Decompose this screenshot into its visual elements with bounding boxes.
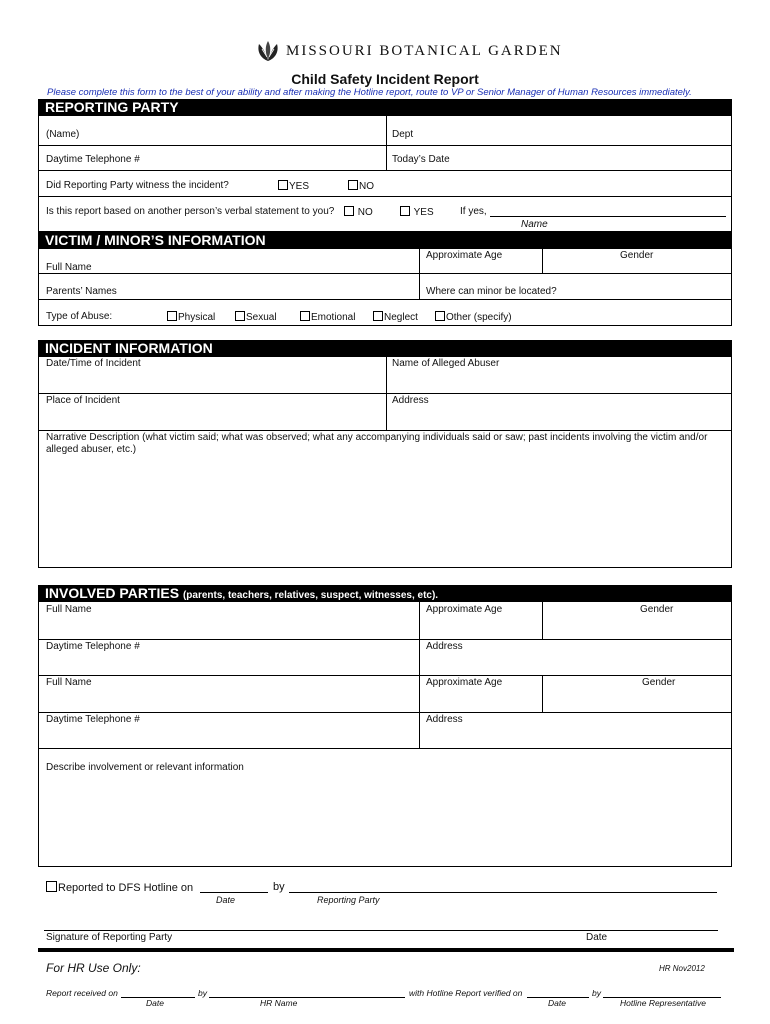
describe-involvement: Describe involvement or relevant information	[46, 762, 244, 773]
abuse-sexual[interactable]: Sexual	[235, 311, 277, 323]
hr-divider	[38, 948, 734, 952]
witness-no-checkbox[interactable]	[348, 180, 358, 190]
hr-name-line[interactable]	[209, 997, 405, 998]
involved-age-2: Approximate Age	[426, 677, 503, 688]
type-of-abuse: Type of Abuse:	[46, 311, 113, 322]
place-of-incident: Place of Incident	[46, 395, 120, 406]
incident-address: Address	[392, 395, 429, 406]
hr-form-code: HR Nov2012	[659, 964, 705, 973]
hr-by2-label: by	[592, 988, 601, 998]
report-received-label: Report received on	[46, 988, 118, 998]
involved-address-1: Address	[426, 641, 463, 652]
page-title: Child Safety Incident Report	[291, 71, 479, 87]
org-name: MISSOURI BOTANICAL GARDEN	[286, 43, 563, 59]
instructions: Please complete this form to the best of your ability and after making the Hotline report, route to VP or Senior Manager of Human Resources immediately.	[47, 87, 692, 98]
name-caption: Name	[521, 219, 548, 230]
involved-phone-2: Daytime Telephone #	[46, 714, 140, 725]
abuse-neglect-checkbox[interactable]	[373, 311, 383, 321]
hotline-reporting-party-caption: Reporting Party	[317, 895, 380, 905]
logo	[256, 40, 563, 64]
abuse-physical[interactable]: Physical	[167, 311, 215, 323]
phone-label: Daytime Telephone #	[46, 154, 140, 165]
hotline-by: by	[273, 881, 285, 893]
verbal-yes-checkbox[interactable]	[400, 206, 410, 216]
signature-line[interactable]	[44, 930, 718, 931]
hr-date2-caption: Date	[548, 998, 566, 1008]
signature-date-label: Date	[586, 932, 608, 943]
victim-approx-age: Approximate Age	[426, 250, 503, 261]
date-time-incident: Date/Time of Incident	[46, 358, 141, 369]
victim-full-name: Full Name	[46, 262, 92, 273]
victim-header: VICTIM / MINOR’S INFORMATION	[38, 232, 732, 249]
hr-date-caption: Date	[146, 998, 164, 1008]
verbal-no-checkbox[interactable]	[344, 206, 354, 216]
abuse-other-checkbox[interactable]	[435, 311, 445, 321]
involved-full-name-2: Full Name	[46, 677, 92, 688]
abuse-emotional-checkbox[interactable]	[300, 311, 310, 321]
verified-label: with Hotline Report verified on	[409, 988, 523, 998]
involved-gender-2: Gender	[642, 677, 676, 688]
involved-address-2: Address	[426, 714, 463, 725]
narrative-label: Narrative Description (what victim said; what was observed; what any accompanying individuals said or saw; past incidents involving the victim and/or alleged abuser, etc.)	[46, 432, 708, 455]
verbal-question: Is this report based on another person’s verbal statement to you?	[46, 206, 335, 217]
hotline-reporting-party-line[interactable]	[289, 892, 717, 893]
abuse-emotional[interactable]: Emotional	[300, 311, 355, 323]
involved-age-1: Approximate Age	[426, 604, 503, 615]
if-yes-name-line[interactable]	[490, 216, 726, 217]
leaf-logo-icon	[256, 40, 280, 62]
hotline-date-caption: Date	[216, 895, 236, 905]
abuse-neglect[interactable]: Neglect	[373, 311, 418, 323]
name-label: (Name)	[46, 129, 80, 140]
witness-question: Did Reporting Party witness the incident?	[46, 180, 229, 191]
todays-date-label: Today’s Date	[392, 154, 450, 165]
hr-name-caption: HR Name	[260, 998, 298, 1008]
where-located: Where can minor be located?	[426, 286, 557, 297]
hr-by-label: by	[198, 988, 207, 998]
hotline-rep-caption: Hotline Representative	[620, 998, 706, 1008]
witness-no[interactable]: NO	[348, 180, 374, 192]
involved-gender-1: Gender	[640, 604, 674, 615]
if-yes-label: If yes,	[460, 206, 487, 217]
witness-yes[interactable]: YES	[278, 180, 309, 192]
for-hr-label: For HR Use Only:	[46, 961, 141, 975]
parents-names: Parents’ Names	[46, 286, 117, 297]
involved-full-name-1: Full Name	[46, 604, 92, 615]
involved-phone-1: Daytime Telephone #	[46, 641, 140, 652]
alleged-abuser: Name of Alleged Abuser	[392, 358, 500, 369]
incident-header: INCIDENT INFORMATION	[38, 340, 732, 357]
abuse-sexual-checkbox[interactable]	[235, 311, 245, 321]
reported-hotline[interactable]: Reported to DFS Hotline on	[46, 881, 193, 894]
hotline-date-line[interactable]	[200, 892, 268, 893]
victim-gender: Gender	[620, 250, 654, 261]
reporting-party-header: REPORTING PARTY	[38, 99, 732, 116]
verbal-no[interactable]: NO	[344, 206, 373, 218]
reported-hotline-checkbox[interactable]	[46, 881, 57, 892]
signature-label: Signature of Reporting Party	[46, 932, 173, 943]
dept-label: Dept	[392, 129, 414, 140]
involved-header: INVOLVED PARTIES (parents, teachers, relatives, suspect, witnesses, etc).	[38, 585, 732, 602]
verbal-yes[interactable]: YES	[400, 206, 434, 218]
abuse-physical-checkbox[interactable]	[167, 311, 177, 321]
abuse-other[interactable]: Other (specify)	[435, 311, 512, 323]
witness-yes-checkbox[interactable]	[278, 180, 288, 190]
involved-section	[38, 585, 732, 867]
